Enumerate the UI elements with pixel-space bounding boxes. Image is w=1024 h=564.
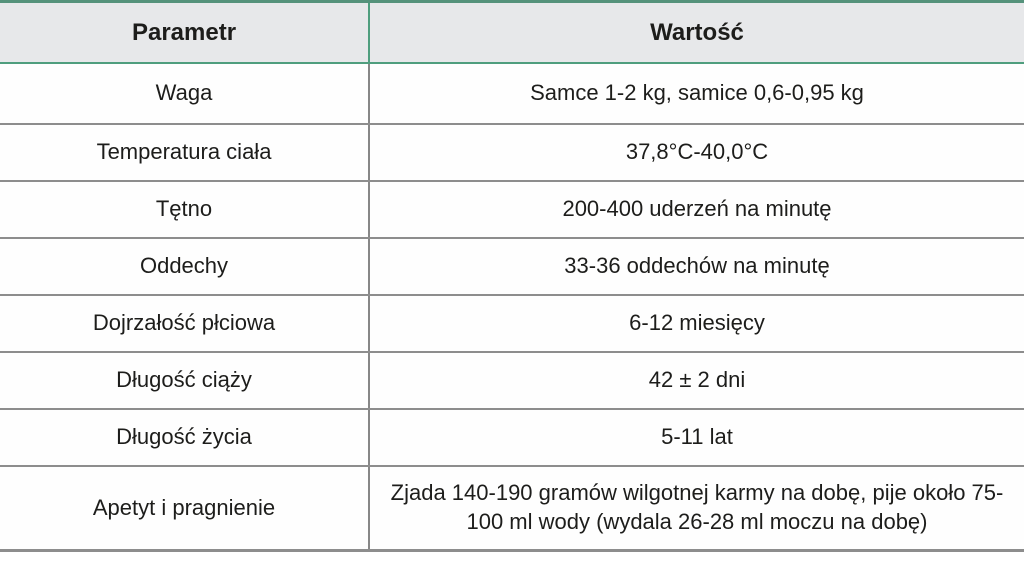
table-row xyxy=(0,465,1024,549)
table-row xyxy=(0,237,1024,294)
param-cell: Tętno xyxy=(0,182,370,237)
value-cell: 42 ± 2 dni xyxy=(648,367,746,393)
param-cell: Oddechy xyxy=(0,239,370,294)
value-cell: Samce 1-2 kg, samice 0,6-0,95 kg xyxy=(530,80,864,106)
header-cell-parametr: Parametr xyxy=(0,3,370,62)
table-row xyxy=(0,123,1024,180)
table-header-row xyxy=(0,3,1024,64)
value-cell: 5-11 lat xyxy=(661,424,733,450)
table-row xyxy=(0,351,1024,408)
value-cell: 6-12 miesięcy xyxy=(629,310,765,336)
value-cell: 37,8°C-40,0°C xyxy=(625,139,769,165)
value-cell: 200-400 uderzeń na minutę xyxy=(562,196,832,222)
param-cell: Długość ciąży xyxy=(0,353,370,408)
param-cell: Apetyt i pragnienie xyxy=(0,467,370,549)
table-row xyxy=(0,408,1024,465)
param-cell: Dojrzałość płciowa xyxy=(0,296,370,351)
table-row xyxy=(0,294,1024,351)
param-cell: Temperatura ciała xyxy=(0,125,370,180)
table-row xyxy=(0,180,1024,237)
param-cell: Długość życia xyxy=(0,410,370,465)
header-cell-wartosc: Wartość xyxy=(650,18,744,46)
value-cell: Zjada 140-190 gramów wilgotnej karmy na dobę, pije około 75-100 ml wody (wydala 26-28 ml moczu na dobę) xyxy=(390,480,1004,534)
value-cell: 33-36 oddechów na minutę xyxy=(564,253,830,279)
table-body xyxy=(0,64,1024,549)
table-row xyxy=(0,64,1024,123)
param-cell: Waga xyxy=(0,64,370,123)
